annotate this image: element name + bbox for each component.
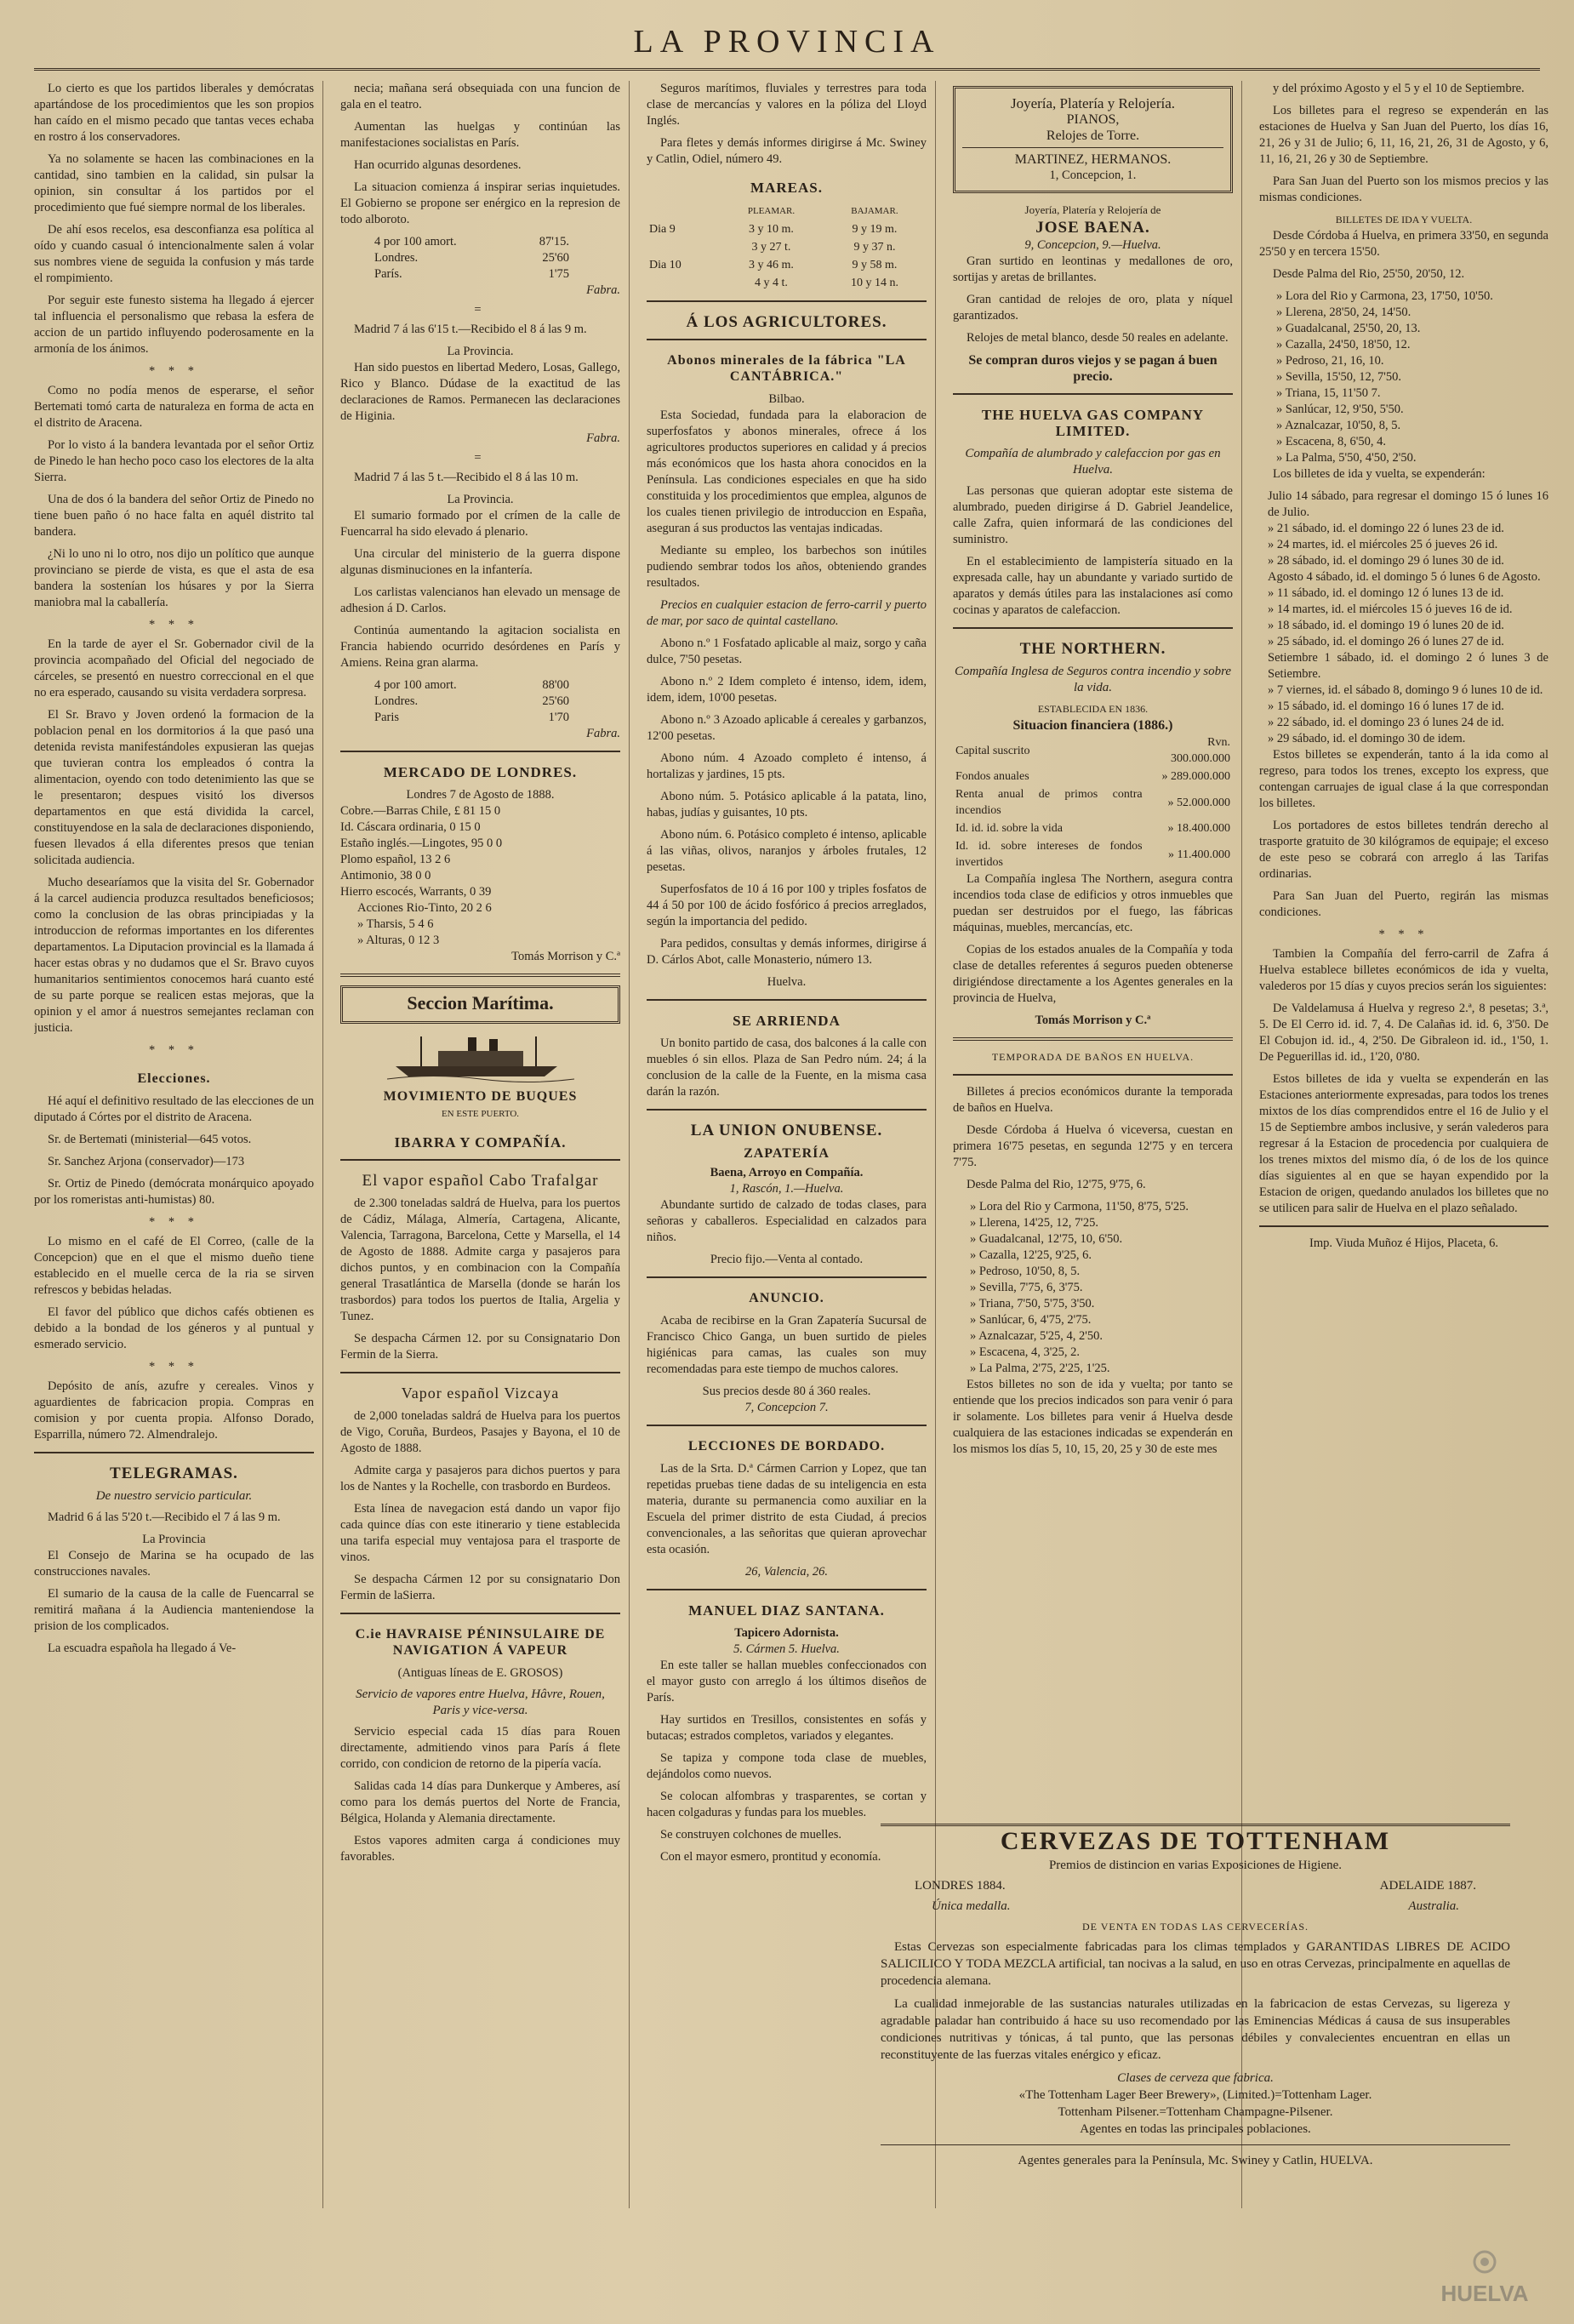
paragraph: Los portadores de estos billetes tendrán derecho al trasporte gratuito de 30 kilógramos de equipaje; el exceso de este peso se cobrará con arreglo á las Tarifas ordinarias. (1259, 819, 1548, 881)
separator-stars: * * * (149, 618, 199, 631)
paragraph: Estos billetes se expenderán, tanto á la ida como al regreso, para todos los trenes, excepto los express, que contengan carruajes de igual clase á la que correspondan los billetes. (1259, 748, 1548, 810)
election-result: Sr. Sanchez Arjona (conservador)—173 (48, 1155, 245, 1168)
table-cell: » 52.000.000 (1167, 796, 1230, 809)
table-row (647, 256, 927, 274)
list-item: » Aznalcazar, 10'50, 8, 5. (1276, 419, 1401, 432)
list-item: » Sanlúcar, 6, 4'75, 2'75. (970, 1313, 1092, 1327)
table-cell: 4 y 4 t. (755, 277, 788, 289)
election-result: Sr. de Bertemati (ministerial—645 votos. (48, 1133, 252, 1146)
telegram-head: Madrid 7 á las 6'15 t.—Recibido el 8 á las 9 m. (354, 323, 587, 336)
paris-label: París. (374, 267, 402, 281)
movement-subtitle: EN ESTE PUERTO. (441, 1109, 520, 1119)
anuncio-price: Sus precios desde 80 á 360 reales. (702, 1385, 871, 1398)
paragraph: de 2.300 toneladas saldrá de Huelva, para los puertos de Cádiz, Málaga, Almería, Cartagena, Alicante, Valencia, Tarragona, Barcelona, Cette y Marsella, el 14 de Agosto de 1888. Admite carga y pasajeros para dichos puntos, y en combinacion con la Compañía general Trasatlántica de Marsella (donde se harán los trasbordos) para todos los puertos de Italia, Argelia y Tunez. (340, 1196, 620, 1323)
divider (340, 974, 620, 977)
paragraph: Las de la Srta. D.ª Cármen Carrion y Lopez, que tan repetidas pruebas tiene dadas de su inteligencia en esta materia, durante su permanencia como auxiliar en la Escuela del primer distrito de esta Ciudad, á precios convencionales, a las señoritas que quieran aprovechar esta ocasión. (647, 1462, 927, 1556)
company-name: IBARRA Y COMPAÑÍA. (394, 1134, 567, 1151)
table-cell: Id. id. sobre intereses de fondos invertidos (955, 840, 1143, 869)
table-cell: Renta anual de primos contra incendios (955, 788, 1143, 817)
zapateria-title: ZAPATERÍA (744, 1146, 830, 1161)
paragraph: Los carlistas valencianos han elevado un mensage de adhesion á D. Carlos. (340, 585, 620, 615)
paragraph: La Compañía inglesa The Northern, asegura contra incendios toda clase de edificios y otros inmuebles que puedan ser destruidos por el fuego, las fábricas máquinas, muebles, mercancías, etc. (953, 872, 1233, 934)
table-cell (647, 274, 720, 292)
paragraph: Mediante su empleo, los barbechos son inútiles pudiendo sembrar todos los años, obteniendo grandes resultados. (647, 544, 927, 590)
table-cell: Dia 10 (649, 259, 681, 271)
jewelry-box (953, 86, 1233, 193)
diaz-subtitle: Tapicero Adornista. (734, 1626, 839, 1640)
table-cell: 10 y 14 n. (850, 277, 898, 289)
paragraph: La situacion comienza á inspirar serias inquietudes. El Gobierno se propone ser enérgico en la represion de todo alboroto. (340, 180, 620, 226)
paragraph: Desde Córdoba á Huelva ó viceversa, cuestan en primera 16'75 pesetas, en segunda 12'75 y en tercera 7'75. (953, 1123, 1233, 1169)
paragraph: Hay surtidos en Tresillos, consistentes en sofás y butacas; estrados completos, variados y elegantes. (647, 1713, 927, 1743)
zapateria-price: Precio fijo.—Venta al contado. (710, 1253, 864, 1266)
telegram-head: Madrid 6 á las 5'20 t.—Recibido el 7 á las 9 m. (48, 1510, 281, 1524)
table-cell: 3 y 46 m. (749, 259, 794, 271)
northern-subtitle: Compañía Inglesa de Seguros contra incendio y sobre la vida. (954, 665, 1232, 694)
paragraph: Los billetes para el regreso se expenderán en las estaciones de Huelva y San Juan del Puerto, los días 16, 21, 26 y 31 de Julio; 6, 11, 16, 21, 26, 31 de Agosto, y 6, 11, 16, 21, 26 y 30 de Septiembre. (1259, 104, 1548, 166)
market-line: Plomo español, 13 2 6 (340, 853, 451, 866)
paragraph: El sumario formado por el crímen de la calle de Fuencarral ha sido elevado á plenario. (340, 509, 620, 539)
ida-title: BILLETES DE IDA Y VUELTA. (1335, 214, 1473, 226)
paragraph: Las personas que quieran adoptar este sistema de alumbrado, pueden dirigirse á D. Gabriel Jeandelice, calle Zafra, quien informará de las condiciones del suministro. (953, 484, 1233, 546)
paragraph: Admite carga y pasajeros para dichos puertos y para los de Nantes y la Rochelle, con trasbordo en Burdeos. (340, 1464, 620, 1493)
bond-label: 4 por 100 amort. (374, 678, 457, 692)
divider (340, 751, 620, 752)
list-item: » 18 sábado, id. el domingo 19 ó lunes 20 de id. (1268, 619, 1504, 632)
jewelry2-buy: Se compran duros viejos y se pagan á buen precio. (968, 353, 1218, 384)
election-result: Sr. Ortiz de Pinedo (demócrata monárquico apoyado por los romeristas anti-humistas) 80. (34, 1177, 314, 1207)
jewelry2-address: 9, Concepcion, 9.—Huelva. (1024, 238, 1161, 252)
list-item: » Pedroso, 10'50, 8, 5. (970, 1265, 1081, 1278)
beer-class-line: «The Tottenham Lager Beer Brewery», (Limited.)=Tottenham Lager. (1018, 2088, 1372, 2102)
separator-stars: * * * (149, 1215, 199, 1229)
table-cell (647, 203, 720, 220)
market-line: » Tharsis, 5 4 6 (357, 917, 434, 931)
bond-value: 87'15. (539, 235, 569, 248)
baths-fares-list (953, 1199, 1233, 1377)
table-cell: 9 y 19 m. (852, 223, 898, 236)
divider (647, 999, 927, 1001)
signature: Fabra. (586, 431, 620, 445)
list-item: Setiembre 1 sábado, id. el domingo 2 ó lunes 3 de Setiembre. (1268, 651, 1548, 681)
bond-quotes (340, 677, 620, 742)
market-line: Id. Cáscara ordinaria, 0 15 0 (340, 820, 481, 834)
separator-stars: * * * (149, 364, 199, 378)
table-cell: Dia 9 (649, 223, 676, 236)
london-label: Londres. (374, 251, 419, 265)
list-item: » 22 sábado, id. el domingo 23 ó lunes 24 de id. (1268, 716, 1504, 729)
list-item: » 11 sábado, id. el domingo 12 ó lunes 13 de id. (1268, 586, 1504, 600)
table-header: PLEAMAR. (747, 206, 796, 216)
northern-established: ESTABLECIDA EN 1836. (1037, 703, 1149, 715)
paragraph: En este taller se hallan muebles confeccionados con el mayor gusto con arreglo á los últimos diseños de París. (647, 1659, 927, 1704)
list-item: » 25 sábado, id. el domingo 26 ó lunes 27 de id. (1268, 635, 1504, 648)
list-item: » Pedroso, 21, 16, 10. (1276, 354, 1384, 368)
rent-title: SE ARRIENDA (733, 1013, 841, 1029)
paragraph: Copias de los estados anuales de la Compañía y toda clase de detalles referentes á seguros pueden obtenerse dirigiéndose directamente a los Agentes generales en la provincia de Huelva, (953, 943, 1233, 1005)
ship-title: El vapor español Cabo Trafalgar (362, 1172, 599, 1190)
separator-stars: * * * (149, 1360, 199, 1373)
beer-awards: Premios de distincion en varias Exposiciones de Higiene. (1048, 1859, 1343, 1872)
northern-table (953, 734, 1233, 871)
paragraph: Para pedidos, consultas y demás informes, dirigirse á D. Cárlos Abot, calle Monasterio, número 13. (647, 937, 927, 967)
gas-title: THE HUELVA GAS COMPANY LIMITED. (981, 407, 1205, 439)
beer-adelaide: ADELAIDE 1887. (1379, 1879, 1476, 1893)
divider (953, 393, 1233, 395)
havraise-subtitle: (Antiguas líneas de E. GROSOS) (397, 1666, 563, 1680)
market-line: Estaño inglés.—Lingotes, 95 0 0 (340, 837, 503, 850)
paragraph: Seguros marítimos, fluviales y terrestres para toda clase de mercancías y valores en la póliza del Lloyd Inglés. (647, 82, 927, 128)
beer-unica: Única medalla. (932, 1899, 1011, 1913)
table-cell: Fondos anuales (955, 770, 1029, 783)
paragraph: Con el mayor esmero, prontitud y economía. (660, 1850, 881, 1864)
table-cell: 9 y 37 n. (853, 241, 896, 254)
list-item: » Sevilla, 15'50, 12, 7'50. (1276, 370, 1401, 384)
paragraph: Han ocurrido algunas desordenes. (354, 158, 522, 172)
market-line: Cobre.—Barras Chile, £ 81 15 0 (340, 804, 501, 818)
divider (647, 1425, 927, 1426)
list-item: » Llerena, 28'50, 24, 14'50. (1276, 305, 1411, 319)
beer-title: CERVEZAS DE TOTTENHAM (1000, 1827, 1391, 1855)
bordado-address: 26, Valencia, 26. (744, 1565, 829, 1579)
column-2 (340, 81, 630, 2208)
list-item: » 24 martes, id. el miércoles 25 ó jueves 26 id. (1268, 538, 1498, 551)
paragraph: Estos vapores admiten carga á condiciones muy favorables. (340, 1834, 620, 1864)
table-row (953, 837, 1233, 871)
paragraph: Una de dos ó la bandera del señor Ortiz de Pinedo no tiene buen paño ó no hace falta en aquél distrito tal bandera. (34, 493, 314, 539)
telegrams-subtitle: De nuestro servicio particular. (95, 1489, 253, 1503)
beer-class-line: Tottenham Pilsener.=Tottenham Champagne-Pilsener. (1058, 2105, 1333, 2119)
separator-stars: * * * (149, 1043, 199, 1057)
table-cell: 3 y 27 t. (751, 241, 791, 254)
northern-financial: Situacion financiera (1886.) (1012, 718, 1173, 733)
paragraph: Superfosfatos de 10 á 16 por 100 y triples fosfatos de 44 á 50 por 100 de ácido fosfórico á precios arreglados, según la importancia del pedido. (647, 882, 927, 928)
box-line: Joyería, Platería y Relojería. (1010, 95, 1176, 111)
paragraph: Continúa aumentando la agitacion socialista en Francia habiendo ocurrido desórdenes en París y Amiens. Reina gran alarma. (340, 624, 620, 670)
table-row (647, 203, 927, 220)
diaz-title: MANUEL DIAZ SANTANA. (688, 1602, 885, 1619)
telegram-head: Madrid 7 á las 5 t.—Recibido el 8 á las 10 m. (354, 471, 579, 484)
list-item: » Lora del Rio y Carmona, 11'50, 8'75, 5'25. (970, 1200, 1189, 1213)
paragraph: necia; mañana será obsequiada con una funcion de gala en el teatro. (340, 82, 620, 111)
telegram-signature: La Provincia. (447, 345, 514, 358)
paragraph: y del próximo Agosto y el 5 y el 10 de Septiembre. (1273, 82, 1525, 95)
jewelry2-name: JOSE BAENA. (1035, 219, 1150, 237)
signature: Fabra. (586, 283, 620, 297)
library-watermark (1421, 2249, 1548, 2309)
beer-agents: Agentes generales para la Península, Mc. Swiney y Catlin, HUELVA. (1018, 2154, 1373, 2167)
table-cell: » 18.400.000 (1167, 822, 1230, 835)
list-item: » Cazalla, 24'50, 18'50, 12. (1276, 338, 1411, 351)
column-1 (34, 81, 323, 2208)
paragraph: Abono n.º 2 Idem completo é intenso, idem, idem, idem, idem, 10'00 pesetas. (647, 675, 927, 705)
paragraph: El Sr. Bravo y Joven ordenó la formacion de la poblacion penal en los dormitorios á la que pasó una detenida revista manifestándoles expusieran las quejas que tuvieran contra los empleados ó contra la alimentacion, oyendo con todo detenimiento las que se le presentaron; despues visitó los diversos departamentos en que está dividida la carcel, constituyendose en la sala de declaraciones disponiendo, fuesen llevados á ella diferentes presos que tenian solicitada audiencia. (34, 708, 314, 867)
paragraph: Para fletes y demás informes dirigirse á Mc. Swiney y Catlin, Odiel, número 49. (647, 136, 927, 166)
signature: Fabra. (586, 727, 620, 740)
watermark-emblem-icon (1468, 2249, 1502, 2275)
paragraph: Billetes á precios económicos durante la temporada de baños en Huelva. (953, 1085, 1233, 1115)
paragraph: Tambien la Compañía del ferro-carril de Zafra á Huelva establece billetes económicos de ida y vuelta, valederos por 15 días y cuyos precios serán los siguientes: (1259, 947, 1548, 993)
paragraph: La cualidad inmejorable de las sustancias naturales utilizadas en la fabricacion de estas Cervezas, su ligereza y agradable paladar han contribuido á hace su uso recomendado por las Eminencias Médicas á causa de sus insuperables condiciones nutritivas y tónicas, á tal punto, que las personas débiles y convalecientes encuentran en ellas un reconstituyente de las fuerzas vitales enérgico y eficaz. (881, 1997, 1510, 2062)
paragraph: Para San Juan del Puerto, regirán las mismas condiciones. (1259, 889, 1548, 919)
elections-intro: Hé aquí el definitivo resultado de las elecciones de un diputado á Córtes por el distrito de Aracena. (34, 1094, 314, 1124)
list-item: » Sevilla, 7'75, 6, 3'75. (970, 1281, 1083, 1294)
paragraph: Estos billetes de ida y vuelta se expenderán en las Estaciones anteriormente expresadas, para todos los trenes mixtos de los días comprendidos entre el 16 de Julio y el 15 de Septiembre ambos inclusive, y serán valederos para regresar á la Estacion de procedencia por cualquiera de los trenes mixtos del mismo día, ó de los de los quince días siguientes al en que se hayan expendido por la Estacion de origen, quedando anulados los billetes que no se utilicen para salir de Huelva en el plazo señalado. (1259, 1072, 1548, 1215)
london-market-title: MERCADO DE LONDRES. (383, 764, 578, 780)
paragraph: El Consejo de Marina se ha ocupado de las construcciones navales. (34, 1549, 314, 1579)
paragraph: El favor del público que dichos cafés obtienen es debido a la bondad de los géneros y al puntual y esmerado servicio. (34, 1305, 314, 1351)
table-cell: Capital suscrito (955, 744, 1030, 757)
london-value: 25'60 (542, 694, 569, 708)
paragraph: Por lo visto á la bandera levantada por el señor Ortiz de Pinedo le han hecho poco caso los electores de la alta Sierra. (34, 438, 314, 484)
list-item: Agosto 4 sábado, id. el domingo 5 ó lunes 6 de Agosto. (1268, 570, 1541, 584)
telegram-signature: La Provincia (142, 1533, 206, 1546)
list-item: » La Palma, 5'50, 4'50, 2'50. (1276, 451, 1417, 465)
beer-australia: Australia. (1408, 1899, 1459, 1913)
table-cell (647, 238, 720, 256)
paris-value: 1'70 (548, 711, 569, 724)
list-item: » 28 sábado, id. el domingo 29 ó lunes 30 de id. (1268, 554, 1504, 568)
list-item: » Sanlúcar, 12, 9'50, 5'50. (1276, 403, 1404, 416)
paragraph: Un bonito partido de casa, dos balcones á la calle con muebles ó sin ellos. Plaza de San Pedro núm. 24; á la conclusion de la calle de la Fuente, en la misma casa darán la razón. (647, 1036, 927, 1099)
list-item: » Triana, 7'50, 5'75, 3'50. (970, 1297, 1095, 1310)
paragraph: Gran surtido en leontinas y medallones de oro, sortijas y aretas de brillantes. (953, 254, 1233, 284)
paragraph: Precios en cualquier estacion de ferro-carril y puerto de mar, por saco de quintal castellano. (647, 598, 927, 628)
paragraph: Se construyen colchones de muelles. (660, 1828, 842, 1841)
list-item: » 7 viernes, id. el sábado 8, domingo 9 ó lunes 10 de id. (1268, 683, 1543, 697)
paragraph: Abundante surtido de calzado de todas clases, para señoras y caballeros. Especialidad en calzados para niños. (647, 1198, 927, 1244)
paragraph: Estas Cervezas son especialmente fabricadas para los climas templados y GARANTIDAS LIBRES DE ACIDO SALICILICO Y TODA MEZCLA artificial, tan nocivas a la salud, en uso en otras Cervezas, principalmente en aquellas de procedencia alemana. (881, 1940, 1510, 1988)
list-item: » Llerena, 14'25, 12, 7'25. (970, 1216, 1098, 1230)
paragraph: Lo mismo en el café de El Correo, (calle de la Concepcion) que en el que el mismo dueño tiene establecido en el muelle cerca de la ria se sirven refrescos y bebidas heladas. (34, 1235, 314, 1297)
agri-city: Bilbao. (768, 392, 805, 406)
paragraph: En el establecimiento de lampistería situado en la expresada calle, hay un abundante y variado surtido de aparatos y demás útiles para las instalaciones así como cocinas y aparatos de calefaccion. (953, 555, 1233, 617)
ida-dates-list (1259, 488, 1548, 747)
paragraph: Abono núm. 4 Azoado completo é intenso, á hortalizas y jardines, 15 pts. (647, 751, 927, 781)
maritime-title: Seccion Marítima. (407, 992, 554, 1014)
list-item: » 29 sábado, id. el domingo 30 de idem. (1268, 732, 1466, 745)
paragraph: Los billetes de ida y vuelta, se expenderán: (1273, 467, 1486, 481)
table-row (647, 238, 927, 256)
divider (953, 627, 1233, 629)
paragraph: Estos billetes no son de ida y vuelta; por tanto se entiende que los precios indicados son para venir ó para ir solamente. Los billetes para venir á Huelva desde cualquiera de las estaciones indicadas se expenderán en los mismos los días 5, 10, 15, 20, 25 y 30 de este mes (953, 1378, 1233, 1456)
paragraph: La escuadra española ha llegado á Ve- (48, 1642, 237, 1655)
paragraph: Abono n.º 3 Azoado aplicable á cereales y garbanzos, 12'00 pesetas. (647, 713, 927, 743)
paragraph: Servicio especial cada 15 días para Rouen directamente, admitiendo vinos para París á flete corrido, con condicion de retorno de la pipería vacía. (340, 1725, 620, 1771)
table-row (953, 819, 1233, 837)
paragraph: Una circular del ministerio de la guerra dispone algunas disminuciones en la infantería. (340, 547, 620, 577)
beer-london: LONDRES 1884. (915, 1879, 1006, 1893)
jewelry2-title: Joyería, Platería y Relojería de (1024, 203, 1161, 216)
paragraph: Se colocan alfombras y trasparentes, se cortan y hacen colgaduras y fundas para los muebles. (647, 1790, 927, 1819)
separator: = (474, 303, 487, 317)
london-value: 25'60 (542, 251, 569, 265)
list-item: » Cazalla, 12'25, 9'25, 6. (970, 1248, 1092, 1262)
box-line: MARTINEZ, HERMANOS. (1014, 152, 1172, 167)
table-cell: 3 y 10 m. (749, 223, 794, 236)
paragraph: Aumentan las huelgas y continúan las manifestaciones socialistas en París. (340, 120, 620, 150)
list-item: » Escacena, 4, 3'25, 2. (970, 1345, 1081, 1359)
paragraph: De ahí esos recelos, esa desconfianza esa política al oído y cuando casual ó intencionalmente salen á volar sus nombres viene de seguida la confusion y más tarde el rompimiento. (34, 223, 314, 285)
paragraph: Esta Sociedad, fundada para la elaboracion de superfosfatos y abonos minerales, ofrece á los agricultores productos superiores en calidad y á precios más económicos que los hasta ahora conocidos en la Península. Las condiciones especiales en que ha sido constituida y los procedimientos que emplea, algunos de los cuales tienen privilegio de introduccion en España, aseguran á sus productos las ventajas indicadas. (647, 408, 927, 535)
paragraph: Abono n.º 1 Fosfatado aplicable al maiz, sorgo y caña dulce, 7'50 pesetas. (647, 637, 927, 666)
market-line: Antimonio, 38 0 0 (340, 869, 431, 882)
list-item: » Escacena, 8, 6'50, 4. (1276, 435, 1387, 448)
paragraph: Han sido puestos en libertad Medero, Losas, Gallego, Rico y Blanco. Dúdase de la exactitud de las declaraciones de Ramos. Permanecen las declaraciones de Higinia. (340, 361, 620, 423)
havraise-service: Servicio de vapores entre Huelva, Hâvre, Rouen, Paris y vice-versa. (356, 1687, 605, 1717)
table-cell: » 289.000.000 (1161, 770, 1230, 783)
paragraph: Se tapiza y compone toda clase de muebles, dejándolos como nuevos. (647, 1751, 927, 1781)
masthead: LA PROVINCIA (34, 15, 1540, 71)
paragraph: Se despacha Cármen 12 por su consignatario Don Fermin de laSierra. (340, 1573, 620, 1602)
zapateria-address: 1, Rascón, 1.—Huelva. (729, 1182, 844, 1196)
tides-title: MAREAS. (750, 180, 823, 196)
paragraph: Acaba de recibirse en la Gran Zapatería Sucursal de Francisco Chico Ganga, un buen surtido de pieles higiénicas para camas, las cuales son muy recomendadas para este tiempo de muchos calores. (647, 1314, 927, 1376)
box-line: 1, Concepcion, 1. (1049, 168, 1137, 182)
table-row (647, 274, 927, 292)
diaz-address: 5. Cármen 5. Huelva. (733, 1642, 840, 1656)
tides-table (647, 203, 927, 292)
paragraph: Como no podía menos de esperarse, el señor Bertemati tomó carta de naturaleza en forma de acta en el distrito de Aracena. (34, 384, 314, 430)
paragraph: En la tarde de ayer el Sr. Gobernador civil de la provincia acompañado del Oficial del negociado de cárceles, se presentó en nuestro correccional en el que no era esperado, causando su visita verdadera sorpresa. (34, 637, 314, 699)
london-market-date: Londres 7 de Agosto de 1888. (406, 788, 555, 802)
gas-subtitle: Compañía de alumbrado y calefaccion por gas en Huelva. (965, 447, 1221, 477)
list-item: » Guadalcanal, 25'50, 20, 13. (1276, 322, 1421, 335)
paragraph: Desde Palma del Rio, 25'50, 20'50, 12. (1273, 267, 1465, 281)
baths-title: TEMPORADA DE BAÑOS EN HUELVA. (991, 1051, 1195, 1063)
paragraph: Abono núm. 5. Potásico aplicable á la patata, lino, habas, judías y guisantes, 10 pts. (647, 790, 927, 819)
agri-title: Á LOS AGRICULTORES. (686, 313, 887, 331)
paragraph: Depósito de anís, azufre y cereales. Vinos y aguardientes de fabricacion propia. Compras en comision y por cuenta propia. Alfonso Dorado, Esparrilla, número 72. Almendralejo. (34, 1379, 314, 1442)
agri-subtitle: Abonos minerales de la fábrica "LA CANTÁBRICA." (667, 353, 906, 384)
paragraph: Desde Córdoba á Huelva, en primera 33'50, en segunda 25'50 y en tercera 15'50. (1259, 229, 1548, 259)
table-cell: Id. id. id. sobre la vida (955, 822, 1063, 835)
paragraph: de 2,000 toneladas saldrá de Huelva para los puertos de Vigo, Coruña, Burdeos, Pasajes y Bayona, el 10 de Agosto de 1888. (340, 1409, 620, 1455)
divider (647, 339, 927, 340)
table-header: BAJAMAR. (851, 206, 898, 216)
divider (340, 1372, 620, 1373)
paragraph: Abono núm. 6. Potásico completo é intenso, aplicable á las viñas, olivos, naranjos y árboles frutales, 12 pesetas. (647, 828, 927, 874)
divider (34, 1452, 314, 1453)
list-item: » Aznalcazar, 5'25, 4, 2'50. (970, 1329, 1104, 1343)
box-line: PIANOS, (1066, 112, 1120, 127)
table-row (953, 734, 1233, 768)
paragraph: Ya no solamente se hacen las combinaciones en la cantidad, sino tambien en la calidad, sin pulsar la opinion, sin consultar á los partidos por el procedimiento que fué siempre normal de los liberales. (34, 152, 314, 214)
divider (647, 1109, 927, 1111)
list-item: » Lora del Rio y Carmona, 23, 17'50, 10'50. (1276, 289, 1493, 303)
paragraph: ¿Ni lo uno ni lo otro, nos dijo un político que aunque provinciano se pierde de vista, es que el asta de esa bandera la sostenían los húsares y por la Sierra maniobra mal la caballería. (34, 547, 314, 609)
paragraph: Desde Palma del Rio, 12'75, 9'75, 6. (967, 1178, 1146, 1191)
table-row (953, 785, 1233, 819)
list-item: » 14 martes, id. el miércoles 15 ó jueves 16 de id. (1268, 602, 1513, 616)
paragraph: Mucho desearíamos que la visita del Sr. Gobernador á la carcel audiencia produzca resultados beneficiosos; como la conclusion de las obras principiadas y la introduccion de reformas importantes en los diferentes departamentos. La Diputacion provincial es la llamada á hacer estas obras y no dudamos que el Sr. Bravo cuyos humanitarios sentimientos conocemos hará cuanto esté de su parte porque se realicen estas mejoras, que la opinion y el amor á nuestros semejantes reclaman con justicia. (34, 876, 314, 1035)
market-line: » Alturas, 0 12 3 (357, 934, 440, 947)
bond-quotes (340, 234, 620, 299)
table-cell: Rvn. 300.000.000 (1171, 736, 1230, 765)
list-item: » Triana, 15, 11'50 7. (1276, 386, 1381, 400)
table-cell: » 11.400.000 (1168, 848, 1230, 861)
london-label: Londres. (374, 694, 419, 708)
agri-city: Huelva. (767, 975, 807, 989)
signature: Tomás Morrison y C.ª (1035, 1014, 1151, 1027)
telegram-signature: La Provincia. (447, 493, 514, 506)
zapateria-subtitle: Baena, Arroyo en Compañía. (710, 1166, 864, 1179)
divider (340, 1613, 620, 1614)
divider (953, 1074, 1233, 1076)
paragraph: Salidas cada 14 días para Dunkerque y Amberes, así como para los demás puertos del Norte de Francia, Bélgica, Holanda y Alemania directamente. (340, 1779, 620, 1825)
bond-value: 88'00 (542, 678, 569, 692)
movement-title: MOVIMIENTO DE BUQUES (383, 1089, 578, 1104)
tottenham-beer-ad (881, 1824, 1510, 2169)
paris-value: 1'75 (548, 267, 569, 281)
list-item: » 15 sábado, id. el domingo 16 ó lunes 17 de id. (1268, 699, 1504, 713)
maritime-section-box (340, 985, 620, 1024)
paragraph: Relojes de metal blanco, desde 50 reales en adelante. (967, 331, 1229, 345)
list-item: » La Palma, 2'75, 2'25, 1'25. (970, 1362, 1110, 1375)
paragraph: Gran cantidad de relojes de oro, plata y níquel garantizados. (953, 293, 1233, 323)
paragraph: Esta línea de navegacion está dando un vapor fijo cada quince días con este itinerario y tiene establecida una tarifa especial muy ventajosa para el trasporte de vinos. (340, 1502, 620, 1564)
signature: Tomás Morrison y C.ª (511, 950, 620, 963)
anuncio-title: ANUNCIO. (749, 1291, 824, 1305)
column-5 (1259, 81, 1557, 1859)
bordado-title: LECCIONES DE BORDADO. (687, 1439, 886, 1453)
divider (340, 1159, 620, 1161)
list-item: Julio 14 sábado, para regresar el domingo 15 ó lunes 16 de Julio. (1268, 489, 1548, 519)
ida-fares-list (1259, 288, 1548, 466)
paragraph: Se despacha Cármen 12. por su Consignatario Don Fermin de la Sierra. (340, 1332, 620, 1362)
printer-credit: Imp. Viuda Muñoz é Hijos, Placeta, 6. (1309, 1236, 1498, 1250)
box-line: Relojes de Torre. (1046, 128, 1140, 143)
ship-title: Vapor español Vizcaya (401, 1385, 560, 1402)
telegrams-title: TELEGRAMAS. (110, 1465, 238, 1482)
northern-title: THE NORTHERN. (1019, 640, 1166, 658)
divider (1259, 1225, 1548, 1227)
paris-label: Paris (374, 711, 399, 724)
paragraph: Lo cierto es que los partidos liberales y demócratas apartándose de los procedimientos que les son propios han caído en el mismo pecado que tantas veces echaba en rostro á los conservadores. (34, 82, 314, 144)
beer-class-line: Agentes en todas las principales poblaciones. (1080, 2122, 1311, 2136)
market-line: Acciones Rio-Tinto, 20 2 6 (357, 901, 492, 915)
separator-stars: * * * (1378, 928, 1429, 941)
beer-venta: DE VENTA EN TODAS LAS CERVECERÍAS. (1081, 1921, 1309, 1933)
divider (647, 1589, 927, 1590)
table-row (647, 220, 927, 238)
table-row (953, 768, 1233, 785)
divider (647, 1276, 927, 1278)
paragraph: Por seguir este funesto sistema ha llegado á ejercer tal influencia el personalismo que rebasa la esfera de accion de un partido influyendo poderosamente en la armonía de los ánimos. (34, 294, 314, 356)
list-item: » Guadalcanal, 12'75, 10, 6'50. (970, 1232, 1123, 1246)
anuncio-address: 7, Concepcion 7. (744, 1401, 829, 1414)
steamship-illustration (387, 1032, 574, 1083)
separator: = (474, 451, 487, 465)
table-cell: 9 y 58 m. (852, 259, 898, 271)
bond-label: 4 por 100 amort. (374, 235, 457, 248)
union-title: LA UNION ONUBENSE. (690, 1122, 883, 1139)
market-line: Hierro escocés, Warrants, 0 39 (340, 885, 492, 899)
divider (953, 1037, 1233, 1041)
paragraph: Para San Juan del Puerto son los mismos precios y las mismas condiciones. (1259, 174, 1548, 204)
elections-title: Elecciones. (137, 1071, 211, 1086)
paragraph: El sumario de la causa de la calle de Fuencarral se remitirá mañana á la Audiencia manteniendose la prision de los complicados. (34, 1587, 314, 1633)
watermark-text: HUELVA (1440, 2281, 1529, 2306)
list-item: » 21 sábado, id. el domingo 22 ó lunes 23 de id. (1268, 522, 1504, 535)
beer-clases: Clases de cerveza que fabrica. (1117, 2071, 1274, 2085)
opinion-paragraphs (34, 81, 314, 1036)
havraise-title: C.ie HAVRAISE PÉNINSULAIRE DE NAVIGATION Á VAPEUR (355, 1627, 606, 1658)
london-market-list (340, 803, 620, 949)
paragraph: De Valdelamusa á Huelva y regreso 2.ª, 8 pesetas; 3.ª, 5. De El Cerro id. id. 7, 4. De Calañas id. id. 6, 3'50. De El Cobujon id. id., 4, 2'50. De Gibraleon id. id., 1'50, 1. De Peguerillas id. id., 1'20, 0'80. (1259, 1002, 1548, 1064)
divider (647, 300, 927, 302)
